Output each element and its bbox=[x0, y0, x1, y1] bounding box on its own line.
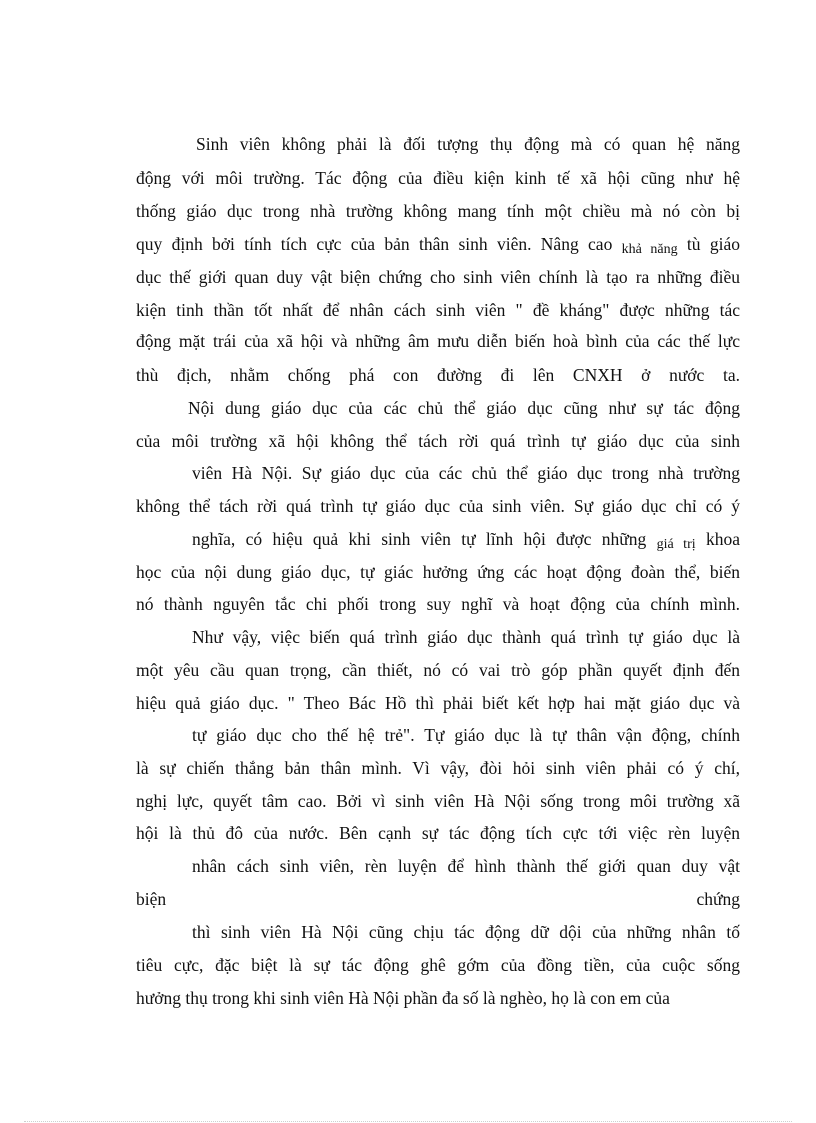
text-line: học của nội dung giáo dục, tự giác hưởng ứng các hoạt động đoàn thể, biến bbox=[136, 562, 740, 582]
text-line bbox=[136, 229, 740, 259]
text-line bbox=[136, 884, 740, 914]
text-line: hội là thủ đô của nước. Bên cạnh sự tác động tích cực tới việc rèn luyện bbox=[136, 823, 740, 843]
text-line: viên Hà Nội. Sự giáo dục của các chủ thể giáo dục trong nhà trường bbox=[192, 463, 740, 483]
inline-small-text: giá trị bbox=[656, 537, 696, 552]
text-fragment: biện bbox=[136, 889, 167, 909]
text-fragment: tù giáo bbox=[686, 234, 740, 254]
text-line: thì sinh viên Hà Nội cũng chịu tác động dữ dội của những nhân tố bbox=[192, 922, 740, 942]
text-line: thù địch, nhằm chống phá con đường đi lên CNXH ở nước ta. bbox=[136, 365, 740, 385]
text-line: không thể tách rời quá trình tự giáo dục của sinh viên. Sự giáo dục chỉ có ý bbox=[136, 496, 740, 516]
text-line: nó thành nguyên tắc chi phối trong suy nghĩ và hoạt động của chính mình. bbox=[136, 594, 740, 614]
text-line: dục thế giới quan duy vật biện chứng cho sinh viên chính là tạo ra những điều bbox=[136, 267, 740, 287]
text-line: tự giáo dục cho thế hệ trẻ". Tự giáo dục là tự thân vận động, chính bbox=[192, 725, 740, 745]
text-line bbox=[192, 524, 740, 554]
text-line: hưởng thụ trong khi sinh viên Hà Nội phần đa số là nghèo, họ là con em của bbox=[136, 988, 670, 1008]
text-line: nghị lực, quyết tâm cao. Bởi vì sinh viên Hà Nội sống trong môi trường xã bbox=[136, 791, 740, 811]
text-line: Nội dung giáo dục của các chủ thể giáo dục cũng như sự tác động bbox=[188, 398, 740, 418]
text-line: hiệu quả giáo dục. " Theo Bác Hồ thì phải biết kết hợp hai mặt giáo dục và bbox=[136, 693, 740, 713]
text-line: động với môi trường. Tác động của điều kiện kinh tế xã hội cũng như hệ bbox=[136, 168, 740, 188]
text-fragment: chứng bbox=[696, 889, 740, 909]
text-line: là sự chiến thắng bản thân mình. Vì vậy, đòi hỏi sinh viên phải có ý chí, bbox=[136, 758, 740, 778]
text-fragment: quy định bởi tính tích cực của bản thân sinh viên. Nâng cao bbox=[136, 234, 613, 254]
text-line: Sinh viên không phải là đối tượng thụ động mà có quan hệ năng bbox=[196, 134, 740, 154]
inline-small-text: khả năng bbox=[621, 242, 678, 257]
text-fragment: nghĩa, có hiệu quả khi sinh viên tự lĩnh hội được những bbox=[192, 529, 647, 549]
text-line: động mặt trái của xã hội và những âm mưu diễn biến hoà bình của các thế lực bbox=[136, 331, 740, 351]
page-bottom-divider bbox=[24, 1121, 792, 1122]
text-line: nhân cách sinh viên, rèn luyện để hình thành thế giới quan duy vật bbox=[192, 856, 740, 876]
text-line: của môi trường xã hội không thể tách rời quá trình tự giáo dục của sinh bbox=[136, 431, 740, 451]
text-line: Như vậy, việc biến quá trình giáo dục thành quá trình tự giáo dục là bbox=[192, 627, 740, 647]
text-line: thống giáo dục trong nhà trường không mang tính một chiều mà nó còn bị bbox=[136, 201, 740, 221]
text-line: kiện tinh thần tốt nhất để nhân cách sinh viên " đề kháng" được những tác bbox=[136, 300, 740, 320]
text-line: một yêu cầu quan trọng, cần thiết, nó có vai trò góp phần quyết định đến bbox=[136, 660, 740, 680]
text-line: tiêu cực, đặc biệt là sự tác động ghê gớm của đồng tiền, của cuộc sống bbox=[136, 955, 740, 975]
text-fragment: khoa bbox=[705, 529, 740, 549]
